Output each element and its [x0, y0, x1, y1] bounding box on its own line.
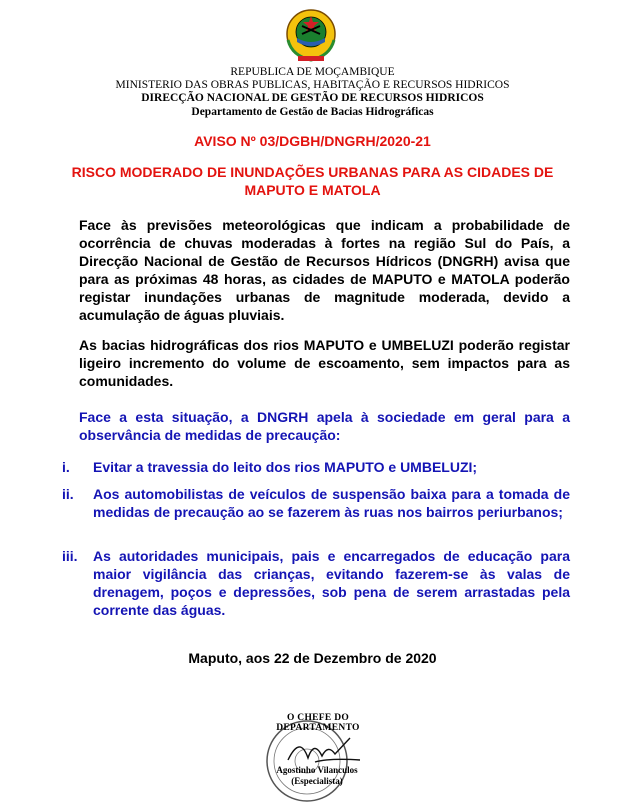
ministry-name: MINISTERIO DAS OBRAS PUBLICAS, HABITAÇÃO E RECURSOS HIDRICOS — [115, 79, 510, 91]
issue-date: Maputo, aos 22 de Dezembro de 2020 — [188, 650, 437, 666]
handwritten-signature — [280, 730, 370, 770]
department-name: Departamento de Gestão de Bacias Hidrográficas — [191, 106, 434, 118]
directorate-name: DIRECÇÃO NACIONAL DE GESTÃO DE RECURSOS HIDRICOS — [141, 92, 484, 104]
mozambique-coat-of-arms-icon — [280, 4, 342, 66]
appeal-paragraph: Face a esta situação, a DNGRH apela à sociedade em geral para a observância de medidas de precaução: — [79, 409, 570, 443]
notice-title: RISCO MODERADO DE INUNDAÇÕES URBANAS PARA AS CIDADES DE MAPUTO E MATOLA — [71, 164, 554, 198]
list-item-number: i. — [62, 459, 70, 475]
list-item-text: Aos automobilistas de veículos de suspensão baixa para a tomada de medidas de precaução ao se fazerem às ruas nos bairros periurbanos; — [93, 486, 570, 520]
list-item-number: iii. — [62, 548, 78, 564]
signer-role: (Especialista) — [291, 776, 343, 786]
notice-number: AVISO Nº 03/DGBH/DNGRH/2020-21 — [194, 133, 431, 149]
country-name: REPUBLICA DE MOÇAMBIQUE — [230, 66, 395, 78]
basins-paragraph: As bacias hidrográficas dos rios MAPUTO e UMBELUZI poderão registar ligeiro incremento do volume de escoamento, sem impactos para as comunidades. — [79, 337, 570, 389]
signer-name: Agostinho Vilanculos — [276, 765, 358, 775]
department-chief-title: O CHEFE DO DEPARTAMENTO — [276, 713, 360, 733]
list-item-text: As autoridades municipais, pais e encarregados de educação para maior vigilância das crianças, evitando fazerem-se às valas de drenagem, poços e depressões, sob pena de serem arrastadas pela corrente das águas. — [93, 548, 570, 618]
list-item-number: ii. — [62, 486, 74, 502]
list-item-text: Evitar a travessia do leito dos rios MAPUTO e UMBELUZI; — [93, 459, 478, 475]
forecast-paragraph: Face às previsões meteorológicas que indicam a probabilidade de ocorrência de chuvas moderadas à fortes na região Sul do País, a Direcção Nacional de Gestão de Recursos Hídricos (DNGRH) avisa que para as próximas 48 horas, as cidades de MAPUTO e MATOLA poderão registar inundações urbanas de magnitude moderada, devido a acumulação de águas pluviais. — [79, 217, 570, 323]
